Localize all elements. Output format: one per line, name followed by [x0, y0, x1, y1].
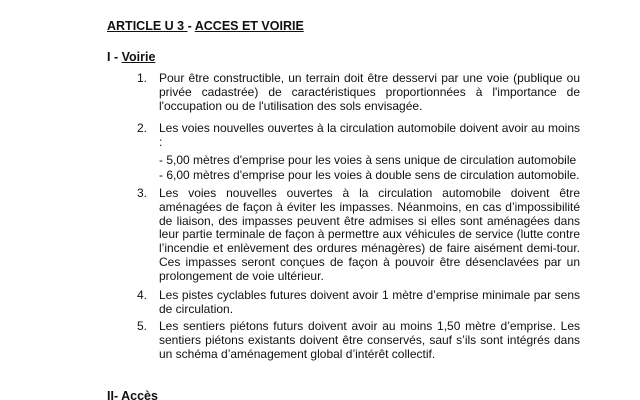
- dash-item: - 5,00 mètres d'emprise pour les voies à sens unique de circulation automobile: [159, 153, 577, 167]
- article-heading: ARTICLE U 3 - ACCES ET VOIRIE: [107, 19, 304, 33]
- section-heading-voirie: I - Voirie: [107, 50, 156, 64]
- document-page: ARTICLE U 3 - ACCES ET VOIRIE I - Voirie 1. Pour être constructible, un terrain doit être desservi par une voie (publique ou privée cadastrée) de caractéristiques proportionnées à l'importance de l'occupation ou de l'utilisation des sols envisagée. 2. Les voies nouvelles ouvertes à la circulation automobile doivent avoir au moins : - 5,00 mètres d'emprise pour les voies à sens unique de circulation automobile - 6,00 mètres d'emprise pour les voies à double sens de circulation automobile. 3. Les voies nouvelles ouvertes à la circulation automobile doivent être aménagées de façon à éviter les impasses. Néanmoins, en cas d’impossibilité de liaison, des impasses peuvent être admises si elles sont aménagées dans leur partie terminale de façon à permettre aux véhicules de service (lutte contre l’incendie et enlèvement des ordures ménagères) de faire aisément demi-tour. Ces impasses seront conçues de façon à pouvoir être désenclavées par un prolongement de voie ultérieur. 4. Les pistes cyclables futures doivent avoir 1 mètre d’emprise minimale par sens de circulation. 5. Les sentiers piétons futurs doivent avoir au moins 1,50 mètre d’emprise. Les sentiers piétons existants doivent être conservés, sauf s’ils sont intégrés dans un schéma d’aménagement global d’intérêt collectif. II- Accès: [0, 0, 640, 400]
- dash-item: - 6,00 mètres d'emprise pour les voies à double sens de circulation automobile.: [159, 168, 580, 182]
- section-heading-acces: II- Accès: [107, 389, 158, 400]
